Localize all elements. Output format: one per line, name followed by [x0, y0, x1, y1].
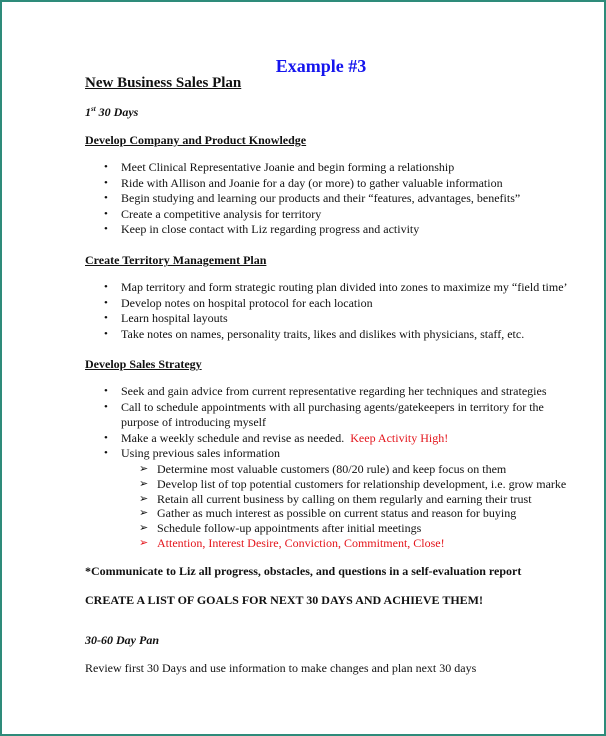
- section-heading-sales-strategy: Develop Sales Strategy: [85, 357, 202, 371]
- bullet-icon: •: [104, 176, 108, 189]
- bullet-icon: •: [104, 161, 108, 173]
- bullet-icon: •: [104, 281, 108, 293]
- section-heading-territory-plan: Create Territory Management Plan: [85, 253, 267, 267]
- arrow-bullet-icon: ➢: [139, 507, 149, 520]
- period-1-heading: 1st 30 Days: [85, 105, 139, 119]
- sales-strategy-list: [85, 384, 565, 551]
- bullet-icon: •: [104, 431, 108, 444]
- section-heading-product-knowledge: Develop Company and Product Knowledge: [85, 133, 307, 147]
- arrow-bullet-icon: ➢: [139, 492, 149, 505]
- list-item: • Take notes on names, personality traits, likes and dislikes with physicians, staff, etc.: [104, 326, 525, 341]
- bullet-icon: •: [104, 385, 108, 397]
- sales-info-sublist: [121, 462, 565, 551]
- bullet-icon: •: [104, 312, 108, 325]
- goals-line: CREATE A LIST OF GOALS FOR NEXT 30 DAYS AND ACHIEVE THEM!: [85, 593, 483, 607]
- bullet-icon: •: [104, 447, 108, 460]
- list-item: • Develop notes on hospital protocol for each location: [104, 295, 373, 310]
- list-item: • Seek and gain advice from current representative regarding her techniques and strategies: [104, 384, 547, 398]
- keep-activity-high-note: Keep Activity High!: [350, 430, 449, 445]
- sub-list-item-highlight: ➢ Attention, Interest Desire, Conviction, Commitment, Close!: [139, 535, 445, 550]
- arrow-bullet-icon: ➢: [139, 462, 149, 475]
- arrow-bullet-icon: ➢: [139, 477, 149, 490]
- arrow-bullet-icon: ➢: [139, 522, 149, 535]
- bullet-icon: •: [104, 223, 108, 236]
- period-2-heading: 30-60 Day Pan: [85, 633, 159, 647]
- list-item: • Using previous sales information ➢ Determine most valuable customers (80/20 rule) and keep focus on them ➢ Develop list of top potential customers for relationship development, i.e. grow marke ➢ Retain all current business by calling on them regularly and earning their trust ➢ Gather as much interest as possible on current status and reason for buying ➢ Schedule follow-up appointments after initial meetings ➢ Attention, Interest Desire, Conviction, Commitment, Close!: [104, 446, 567, 550]
- list-item: • Learn hospital layouts: [104, 311, 228, 326]
- list-item: • Begin studying and learning our products and their “features, advantages, benefits”: [104, 191, 521, 206]
- list-item: • Meet Clinical Representative Joanie and begin forming a relationship: [104, 160, 455, 174]
- bullet-icon: •: [104, 327, 108, 340]
- list-item: • Map territory and form strategic routing plan divided into zones to maximize my “field time’: [104, 280, 568, 294]
- list-item: • Ride with Allison and Joanie for a day (or more) to gather valuable information: [104, 175, 503, 190]
- territory-plan-list: [85, 280, 568, 342]
- sub-list-item: ➢ Schedule follow-up appointments after initial meetings: [139, 521, 422, 536]
- bullet-icon: •: [104, 192, 108, 205]
- review-line: Review first 30 Days and use information to make changes and plan next 30 days: [85, 661, 477, 675]
- sub-list-item: ➢ Retain all current business by calling on them regularly and earning their trust: [139, 491, 532, 506]
- sub-list-item: ➢ Determine most valuable customers (80/20 rule) and keep focus on them: [139, 461, 507, 476]
- product-knowledge-list: [85, 160, 520, 238]
- list-item: • Call to schedule appointments with all purchasing agents/gatekeepers in territory for the purpose of introducing myself: [104, 399, 544, 430]
- example-title: Example #3: [275, 56, 367, 76]
- communicate-note: *Communicate to Liz all progress, obstacles, and questions in a self-evaluation report: [85, 564, 522, 578]
- bullet-icon: •: [104, 207, 108, 220]
- document-title: New Business Sales Plan: [85, 75, 242, 91]
- bullet-icon: •: [104, 400, 108, 413]
- bullet-icon: •: [104, 296, 108, 309]
- arrow-bullet-icon: ➢: [139, 536, 149, 549]
- sub-list-item: ➢ Gather as much interest as possible on current status and reason for buying: [139, 506, 517, 521]
- list-item: • Keep in close contact with Liz regarding progress and activity: [104, 222, 420, 237]
- list-item: • Make a weekly schedule and revise as needed. Keep Activity High!: [104, 430, 449, 445]
- sub-list-item: ➢ Develop list of top potential customers for relationship development, i.e. grow marke: [139, 476, 567, 491]
- list-item: • Create a competitive analysis for territory: [104, 206, 322, 221]
